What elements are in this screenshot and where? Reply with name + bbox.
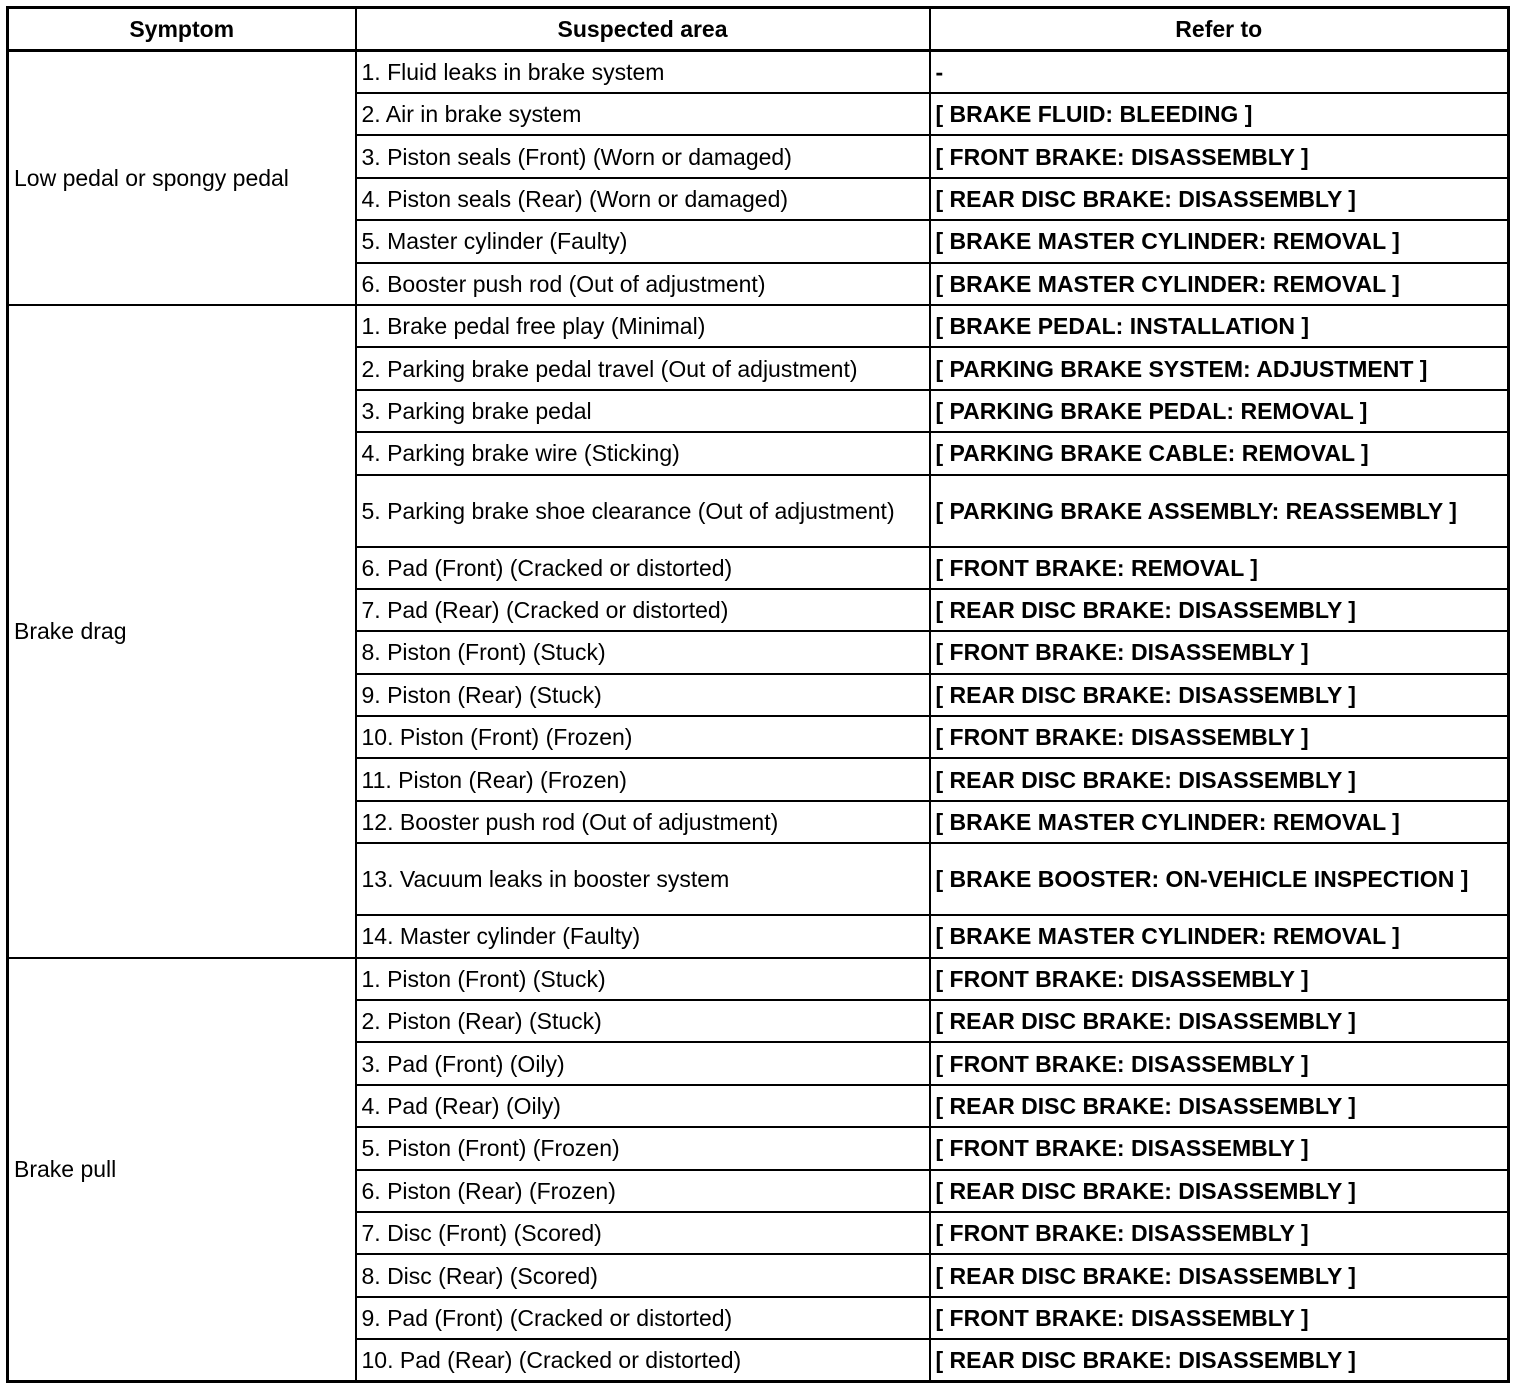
suspected-area-cell: 3. Pad (Front) (Oily) bbox=[356, 1042, 930, 1084]
refer-to-cell: [ BRAKE PEDAL: INSTALLATION ] bbox=[930, 305, 1509, 347]
table-body bbox=[8, 51, 1509, 1382]
suspected-area-cell: 4. Piston seals (Rear) (Worn or damaged) bbox=[356, 178, 930, 220]
suspected-area-cell: 11. Piston (Rear) (Frozen) bbox=[356, 758, 930, 800]
suspected-area-cell: 8. Piston (Front) (Stuck) bbox=[356, 631, 930, 673]
suspected-area-cell: 1. Brake pedal free play (Minimal) bbox=[356, 305, 930, 347]
suspected-area-cell: 5. Master cylinder (Faulty) bbox=[356, 220, 930, 262]
refer-to-cell: [ FRONT BRAKE: DISASSEMBLY ] bbox=[930, 1042, 1509, 1084]
suspected-area-cell: 9. Piston (Rear) (Stuck) bbox=[356, 674, 930, 716]
refer-to-cell: [ BRAKE MASTER CYLINDER: REMOVAL ] bbox=[930, 915, 1509, 957]
refer-to-cell: [ REAR DISC BRAKE: DISASSEMBLY ] bbox=[930, 1085, 1509, 1127]
refer-to-cell: [ BRAKE MASTER CYLINDER: REMOVAL ] bbox=[930, 801, 1509, 843]
table-row bbox=[8, 958, 1509, 1000]
refer-to-cell: [ FRONT BRAKE: DISASSEMBLY ] bbox=[930, 135, 1509, 177]
suspected-area-cell: 10. Piston (Front) (Frozen) bbox=[356, 716, 930, 758]
suspected-area-cell: 3. Piston seals (Front) (Worn or damaged) bbox=[356, 135, 930, 177]
refer-to-cell: [ FRONT BRAKE: DISASSEMBLY ] bbox=[930, 716, 1509, 758]
suspected-area-cell: 5. Piston (Front) (Frozen) bbox=[356, 1127, 930, 1169]
refer-to-cell: [ PARKING BRAKE SYSTEM: ADJUSTMENT ] bbox=[930, 347, 1509, 389]
refer-to-cell: [ BRAKE MASTER CYLINDER: REMOVAL ] bbox=[930, 220, 1509, 262]
header-symptom: Symptom bbox=[8, 8, 356, 51]
suspected-area-cell: 12. Booster push rod (Out of adjustment) bbox=[356, 801, 930, 843]
suspected-area-cell: 8. Disc (Rear) (Scored) bbox=[356, 1254, 930, 1296]
suspected-area-cell: 10. Pad (Rear) (Cracked or distorted) bbox=[356, 1339, 930, 1382]
table-header bbox=[8, 8, 1509, 51]
table-row bbox=[8, 305, 1509, 347]
suspected-area-cell: 7. Disc (Front) (Scored) bbox=[356, 1212, 930, 1254]
suspected-area-cell: 7. Pad (Rear) (Cracked or distorted) bbox=[356, 589, 930, 631]
refer-to-cell: [ FRONT BRAKE: DISASSEMBLY ] bbox=[930, 631, 1509, 673]
refer-to-cell: [ FRONT BRAKE: DISASSEMBLY ] bbox=[930, 958, 1509, 1000]
suspected-area-cell: 2. Parking brake pedal travel (Out of adjustment) bbox=[356, 347, 930, 389]
refer-to-cell: [ FRONT BRAKE: DISASSEMBLY ] bbox=[930, 1297, 1509, 1339]
header-row bbox=[8, 8, 1509, 51]
suspected-area-cell: 3. Parking brake pedal bbox=[356, 390, 930, 432]
troubleshooting-table bbox=[6, 6, 1510, 1383]
suspected-area-cell: 1. Piston (Front) (Stuck) bbox=[356, 958, 930, 1000]
refer-to-cell: [ PARKING BRAKE PEDAL: REMOVAL ] bbox=[930, 390, 1509, 432]
refer-to-cell: [ REAR DISC BRAKE: DISASSEMBLY ] bbox=[930, 178, 1509, 220]
table-row bbox=[8, 51, 1509, 94]
refer-to-cell: [ FRONT BRAKE: REMOVAL ] bbox=[930, 547, 1509, 589]
refer-to-cell: [ REAR DISC BRAKE: DISASSEMBLY ] bbox=[930, 1254, 1509, 1296]
suspected-area-cell: 9. Pad (Front) (Cracked or distorted) bbox=[356, 1297, 930, 1339]
symptom-cell: Brake drag bbox=[8, 305, 356, 958]
suspected-area-cell: 14. Master cylinder (Faulty) bbox=[356, 915, 930, 957]
refer-to-cell: [ REAR DISC BRAKE: DISASSEMBLY ] bbox=[930, 589, 1509, 631]
symptom-cell: Low pedal or spongy pedal bbox=[8, 51, 356, 305]
header-refer-to: Refer to bbox=[930, 8, 1509, 51]
refer-to-cell: - bbox=[930, 51, 1509, 94]
refer-to-cell: [ BRAKE FLUID: BLEEDING ] bbox=[930, 93, 1509, 135]
suspected-area-cell: 13. Vacuum leaks in booster system bbox=[356, 843, 930, 915]
suspected-area-cell: 1. Fluid leaks in brake system bbox=[356, 51, 930, 94]
refer-to-cell: [ BRAKE BOOSTER: ON-VEHICLE INSPECTION ] bbox=[930, 843, 1509, 915]
refer-to-cell: [ BRAKE MASTER CYLINDER: REMOVAL ] bbox=[930, 263, 1509, 305]
symptom-cell: Brake pull bbox=[8, 958, 356, 1382]
suspected-area-cell: 4. Parking brake wire (Sticking) bbox=[356, 432, 930, 474]
suspected-area-cell: 2. Air in brake system bbox=[356, 93, 930, 135]
suspected-area-cell: 6. Pad (Front) (Cracked or distorted) bbox=[356, 547, 930, 589]
refer-to-cell: [ PARKING BRAKE ASSEMBLY: REASSEMBLY ] bbox=[930, 475, 1509, 547]
refer-to-cell: [ REAR DISC BRAKE: DISASSEMBLY ] bbox=[930, 1339, 1509, 1382]
suspected-area-cell: 2. Piston (Rear) (Stuck) bbox=[356, 1000, 930, 1042]
refer-to-cell: [ REAR DISC BRAKE: DISASSEMBLY ] bbox=[930, 1000, 1509, 1042]
refer-to-cell: [ REAR DISC BRAKE: DISASSEMBLY ] bbox=[930, 758, 1509, 800]
suspected-area-cell: 5. Parking brake shoe clearance (Out of adjustment) bbox=[356, 475, 930, 547]
refer-to-cell: [ REAR DISC BRAKE: DISASSEMBLY ] bbox=[930, 1170, 1509, 1212]
refer-to-cell: [ PARKING BRAKE CABLE: REMOVAL ] bbox=[930, 432, 1509, 474]
suspected-area-cell: 4. Pad (Rear) (Oily) bbox=[356, 1085, 930, 1127]
refer-to-cell: [ REAR DISC BRAKE: DISASSEMBLY ] bbox=[930, 674, 1509, 716]
suspected-area-cell: 6. Booster push rod (Out of adjustment) bbox=[356, 263, 930, 305]
header-suspected-area: Suspected area bbox=[356, 8, 930, 51]
refer-to-cell: [ FRONT BRAKE: DISASSEMBLY ] bbox=[930, 1127, 1509, 1169]
suspected-area-cell: 6. Piston (Rear) (Frozen) bbox=[356, 1170, 930, 1212]
refer-to-cell: [ FRONT BRAKE: DISASSEMBLY ] bbox=[930, 1212, 1509, 1254]
